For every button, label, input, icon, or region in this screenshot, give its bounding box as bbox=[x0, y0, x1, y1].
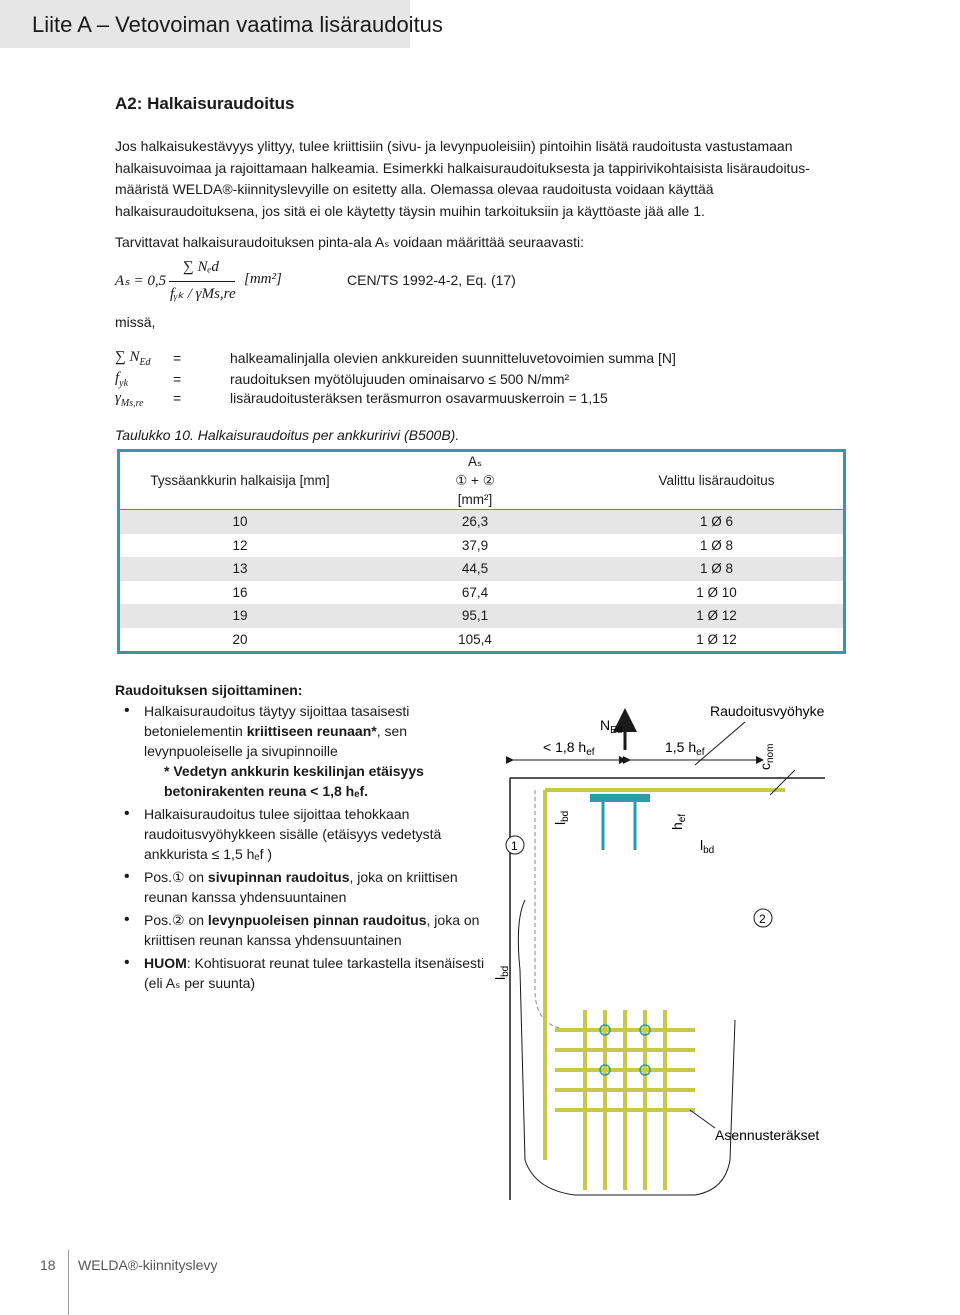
list-item: • Pos.② on levynpuoleisen pinnan raudoitus, joka on kriittisen reunan kanssa yhdensuuntainen bbox=[115, 910, 495, 950]
list-item: • Halkaisuraudoitus täytyy sijoittaa tasaisesti betonielementin kriittiseen reunaan*, sen levynpuoleiselle ja sivupinnoille * Vedetyn ankkurin keskilinjan etäisyys betonirakenten reuna < 1,8 hₑf. bbox=[115, 701, 495, 801]
table-row bbox=[119, 510, 845, 534]
def-symbol-ned: ∑ $N_{Ed}$ bbox=[115, 349, 151, 368]
table-row bbox=[119, 557, 845, 581]
list-item: • HUOM: Kohtisuorat reunat tulee tarkastella itsenäisesti (eli Aₛ per suunta) bbox=[115, 953, 495, 993]
pos2-label: 2 bbox=[759, 912, 766, 926]
page-header-title: Liite A – Vetovoiman vaatima lisäraudoitus bbox=[32, 12, 443, 37]
cell-area: 67,4 bbox=[461, 584, 489, 600]
cell-diameter: 19 bbox=[119, 604, 361, 628]
col-header-area-positions: ① + ② bbox=[455, 473, 495, 488]
col-header-area bbox=[360, 451, 590, 510]
table-row bbox=[119, 604, 845, 628]
cell-selected: 1 Ø 8 bbox=[699, 537, 734, 553]
cell-selected: 1 Ø 6 bbox=[590, 510, 845, 534]
cell-area: 37,9 bbox=[461, 537, 489, 553]
intro-paragraph: Jos halkaisukestävyys ylittyy, tulee kriittisiin (sivu- ja levynpuoleisiin) pintoihin lisätä raudoitusta vastustamaan halkaisuvoimaa ja rajoittamaan halkeamia. Esimerkki halkaisuraudoituksesta ja tappirivikohtaisista lisäraudoitus-määristä WELDA®-kiinnityslevyille on esitetty alla. Olemassa olevaa raudoitusta voidaan käyttää halkaisuraudoituksena, jos sitä ei ole käytetty täysin muihin tarkoituksiin ja käyttöaste jää alle 1. bbox=[115, 138, 810, 219]
cell-selected: 1 Ø 12 bbox=[590, 604, 845, 628]
col-header-area-unit: [mm²] bbox=[457, 492, 493, 507]
page-number: 18 bbox=[40, 1257, 56, 1273]
dim1-label: < 1,8 $h_{ef}$ bbox=[543, 739, 595, 758]
def-equals: = bbox=[173, 371, 182, 387]
table-row bbox=[119, 581, 845, 605]
assembly-leader bbox=[690, 1110, 715, 1128]
footer-divider bbox=[68, 1250, 69, 1315]
lbd-label-3: $l_{bd}$ bbox=[492, 965, 511, 980]
formula-reference: CEN/TS 1992-4-2, Eq. (17) bbox=[347, 272, 516, 288]
ned-label: $N_{Ed}$ bbox=[600, 717, 623, 736]
pos1-label: 1 bbox=[511, 839, 518, 853]
where-label: missä, bbox=[115, 314, 156, 330]
cell-diameter: 20 bbox=[232, 631, 248, 647]
cell-selected: 1 Ø 8 bbox=[590, 557, 845, 581]
plate bbox=[590, 794, 650, 802]
placement-list bbox=[115, 701, 495, 993]
col-header-selected: Valittu lisäraudoitus bbox=[658, 473, 775, 488]
assembly-label: Asennusteräkset bbox=[715, 1127, 820, 1143]
section-title: A2: Halkaisuraudoitus bbox=[115, 94, 295, 113]
zone-label: Raudoitusvyöhyke bbox=[710, 703, 825, 719]
formula-lhs: Aₛ = 0,5 bbox=[115, 273, 167, 289]
cell-selected: 1 Ø 10 bbox=[696, 584, 737, 600]
col-header-area-symbol: Aₛ bbox=[467, 454, 483, 469]
def-equals: = bbox=[173, 390, 182, 406]
critical-edge-note: * Vedetyn ankkurin keskilinjan etäisyys betonirakenten reuna < 1,8 hₑf. bbox=[164, 763, 424, 799]
assembly-bars bbox=[555, 1010, 695, 1190]
list-item: • Pos.① on sivupinnan raudoitus, joka on kriittisen reunan kanssa yhdensuuntainen bbox=[115, 867, 495, 907]
def-text: raudoituksen myötölujuuden ominaisarvo ≤ 500 N/mm² bbox=[230, 371, 570, 387]
cell-diameter: 12 bbox=[232, 537, 248, 553]
hef-label: $h_{ef}$ bbox=[669, 813, 688, 830]
col-header-diameter: Tyssäankkurin halkaisija [mm] bbox=[150, 473, 330, 488]
cell-diameter: 16 bbox=[232, 584, 248, 600]
cell-area: 95,1 bbox=[360, 604, 590, 628]
lbd-label-2: $l_{bd}$ bbox=[700, 837, 715, 856]
def-text: halkeamalinjalla olevien ankkureiden suunnitteluvetovoimien summa [N] bbox=[230, 350, 676, 366]
list-item: • Halkaisuraudoitus tulee sijoittaa tehokkaan raudoitusvyöhykkeen sisälle (etäisyys vedetystä ankkurista ≤ 1,5 hₑf ) bbox=[115, 804, 495, 864]
table-caption: Taulukko 10. Halkaisuraudoitus per ankkuririvi (B500B). bbox=[115, 427, 460, 443]
table-row bbox=[119, 534, 845, 558]
def-symbol-fyk: $f_{yk}$ bbox=[115, 370, 129, 389]
lbd-label-1: $l_{bd}$ bbox=[552, 810, 571, 825]
cell-area: 26,3 bbox=[360, 510, 590, 534]
table-header-row bbox=[119, 451, 845, 510]
formula-numerator: ∑ Nₑd bbox=[183, 259, 219, 275]
zone-outline bbox=[535, 790, 690, 1030]
cell-diameter: 10 bbox=[119, 510, 361, 534]
reinforcement-diagram bbox=[492, 690, 835, 1210]
footer-brand: WELDA®-kiinnityslevy bbox=[78, 1257, 218, 1273]
placement-section bbox=[115, 680, 495, 996]
cell-area: 105,4 bbox=[458, 631, 492, 647]
cnom-label: $c_{nom}$ bbox=[757, 743, 776, 770]
dim2-label: 1,5 $h_{ef}$ bbox=[665, 739, 705, 758]
formula-unit: [mm²] bbox=[244, 271, 282, 287]
reinforcement-table bbox=[117, 449, 846, 654]
formula-denominator: fᵧₖ / γMs,re bbox=[170, 286, 236, 302]
zone-leader bbox=[695, 722, 745, 765]
cell-area: 44,5 bbox=[360, 557, 590, 581]
def-equals: = bbox=[173, 350, 182, 366]
table-row bbox=[119, 628, 845, 653]
area-paragraph: Tarvittavat halkaisuraudoituksen pinta-ala Aₛ voidaan määrittää seuraavasti: bbox=[115, 234, 585, 250]
def-symbol-gamma: $\gamma_{Ms,re}$ bbox=[115, 390, 144, 409]
placement-heading: Raudoituksen sijoittaminen: bbox=[115, 682, 303, 698]
formula-fraction-bar bbox=[169, 281, 235, 282]
def-text: lisäraudoitusteräksen teräsmurron osavarmuuskerroin = 1,15 bbox=[230, 390, 608, 406]
cell-diameter: 13 bbox=[119, 557, 361, 581]
page-header bbox=[0, 0, 443, 48]
cell-selected: 1 Ø 12 bbox=[696, 631, 737, 647]
